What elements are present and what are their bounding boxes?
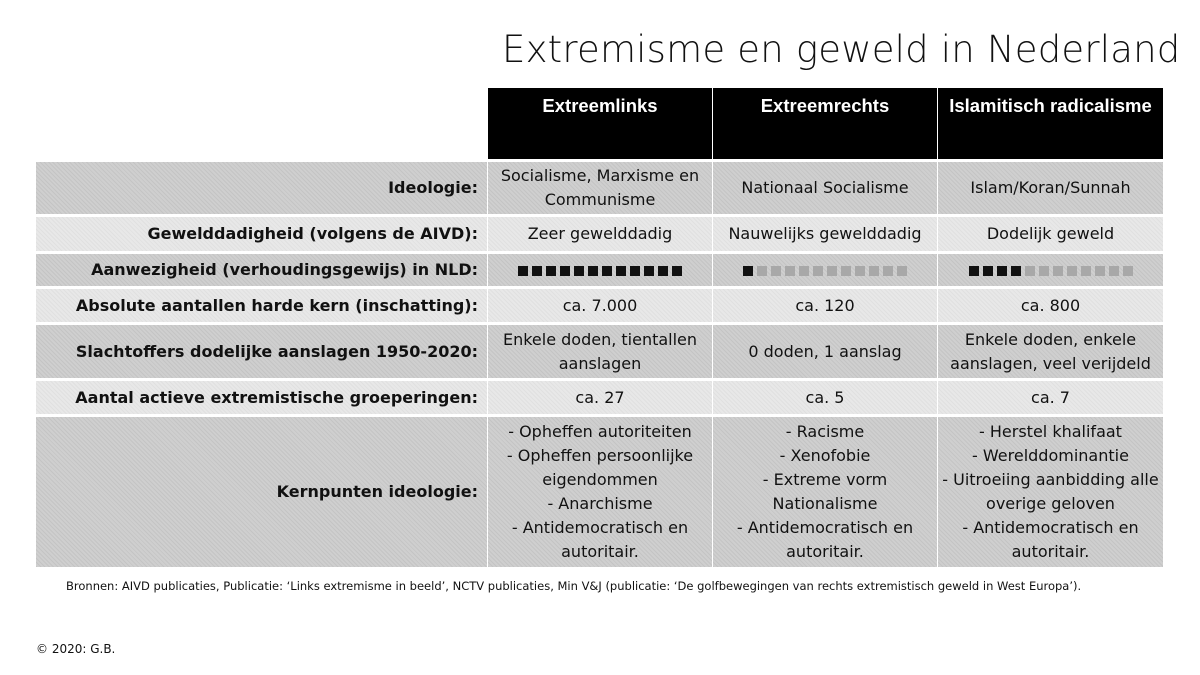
list-item: - Antidemocratisch en autoritair.	[736, 518, 914, 561]
presence-square-empty	[1025, 266, 1035, 276]
list-item: - Antidemocratisch en autoritair.	[511, 518, 689, 561]
table-cell: ca. 5	[712, 378, 937, 414]
table-row-aanwezigheid	[36, 251, 1163, 286]
list-item: - Herstel khalifaat	[979, 422, 1122, 441]
presence-square-empty	[1109, 266, 1119, 276]
presence-square-empty	[813, 266, 823, 276]
presence-indicator	[743, 266, 907, 276]
presence-square-filled	[969, 266, 979, 276]
table-cell: Zeer gewelddadig	[487, 214, 712, 251]
kernpunten-list	[717, 420, 933, 564]
table-row-groeperingen	[36, 378, 1163, 414]
kernpunten-list	[942, 420, 1159, 564]
presence-square-empty	[883, 266, 893, 276]
table-cell: Enkele doden, enkele aanslagen, veel verijdeld	[937, 322, 1163, 378]
table-cell: 0 doden, 1 aanslag	[712, 322, 937, 378]
presence-square-empty	[855, 266, 865, 276]
copyright: © 2020: G.B.	[36, 642, 116, 656]
table-row-absolute-aantallen	[36, 286, 1163, 322]
table-cell: Nauwelijks gewelddadig	[712, 214, 937, 251]
list-item: - Extreme vorm Nationalisme	[762, 470, 888, 513]
table-cell: ca. 7	[937, 378, 1163, 414]
presence-square-empty	[1067, 266, 1077, 276]
presence-square-empty	[1081, 266, 1091, 276]
presence-square-empty	[771, 266, 781, 276]
table-row-ideologie	[36, 159, 1163, 214]
list-item: - Racisme	[785, 422, 865, 441]
table-cell: Islam/Koran/Sunnah	[937, 159, 1163, 214]
list-item: - Opheffen persoonlijke eigendommen	[506, 446, 694, 489]
presence-square-filled	[616, 266, 626, 276]
presence-square-empty	[827, 266, 837, 276]
presence-square-filled	[644, 266, 654, 276]
table-cell: ca. 120	[712, 286, 937, 322]
presence-square-filled	[630, 266, 640, 276]
presence-square-filled	[672, 266, 682, 276]
row-label: Aantal actieve extremistische groeperingen:	[36, 378, 487, 414]
comparison-table	[36, 88, 1163, 567]
presence-cell	[937, 251, 1163, 286]
presence-square-filled	[532, 266, 542, 276]
sources-note: Bronnen: AIVD publicaties, Publicatie: ‘Links extremisme in beeld’, NCTV publicaties, Min V&J (publicatie: ‘De golfbewegingen van rechts extremistisch geweld in West Europa’).	[66, 579, 1082, 593]
column-header-islamitisch-radicalisme: Islamitisch radicalisme	[937, 88, 1163, 159]
table-cell: Enkele doden, tientallen aanslagen	[487, 322, 712, 378]
header-blank-cell	[36, 88, 487, 159]
presence-square-filled	[588, 266, 598, 276]
presence-square-empty	[841, 266, 851, 276]
presence-square-empty	[869, 266, 879, 276]
table-row-kernpunten	[36, 414, 1163, 567]
row-label: Absolute aantallen harde kern (inschatting):	[36, 286, 487, 322]
presence-square-empty	[1039, 266, 1049, 276]
kernpunten-list	[492, 420, 708, 564]
presence-cell	[487, 251, 712, 286]
table-cell	[712, 414, 937, 567]
presence-square-empty	[1053, 266, 1063, 276]
presence-indicator	[518, 266, 682, 276]
presence-square-empty	[757, 266, 767, 276]
presence-square-filled	[574, 266, 584, 276]
presence-square-empty	[1123, 266, 1133, 276]
presence-square-empty	[785, 266, 795, 276]
table-cell	[937, 414, 1163, 567]
presence-square-filled	[560, 266, 570, 276]
page-title: Extremisme en geweld in Nederland	[502, 28, 1181, 71]
row-label: Ideologie:	[36, 159, 487, 214]
row-label: Gewelddadigheid (volgens de AIVD):	[36, 214, 487, 251]
presence-square-filled	[546, 266, 556, 276]
row-label: Aanwezigheid (verhoudingsgewijs) in NLD:	[36, 251, 487, 286]
table-row-slachtoffers	[36, 322, 1163, 378]
list-item: - Uitroeiing aanbidding alle overige geloven	[942, 470, 1159, 513]
list-item: - Opheffen autoriteiten	[508, 422, 692, 441]
list-item: - Xenofobie	[779, 446, 871, 465]
list-item: - Anarchisme	[547, 494, 653, 513]
list-item: - Antidemocratisch en autoritair.	[962, 518, 1139, 561]
presence-square-empty	[897, 266, 907, 276]
column-header-extreemlinks: Extreemlinks	[487, 88, 712, 159]
list-item: - Werelddominantie	[972, 446, 1129, 465]
table-cell: Socialisme, Marxisme en Communisme	[487, 159, 712, 214]
presence-cell	[712, 251, 937, 286]
table-cell: Dodelijk geweld	[937, 214, 1163, 251]
table-cell: ca. 27	[487, 378, 712, 414]
table-cell	[487, 414, 712, 567]
presence-square-filled	[658, 266, 668, 276]
header-row	[36, 88, 1163, 159]
table-cell: ca. 7.000	[487, 286, 712, 322]
presence-square-filled	[983, 266, 993, 276]
presence-indicator	[969, 266, 1133, 276]
table-cell: ca. 800	[937, 286, 1163, 322]
presence-square-filled	[602, 266, 612, 276]
presence-square-filled	[743, 266, 753, 276]
row-label: Slachtoffers dodelijke aanslagen 1950-2020:	[36, 322, 487, 378]
presence-square-filled	[997, 266, 1007, 276]
presence-square-empty	[1095, 266, 1105, 276]
column-header-extreemrechts: Extreemrechts	[712, 88, 937, 159]
presence-square-empty	[799, 266, 809, 276]
table-cell: Nationaal Socialisme	[712, 159, 937, 214]
presence-square-filled	[518, 266, 528, 276]
presence-square-filled	[1011, 266, 1021, 276]
table-row-gewelddadigheid	[36, 214, 1163, 251]
row-label: Kernpunten ideologie:	[36, 414, 487, 567]
